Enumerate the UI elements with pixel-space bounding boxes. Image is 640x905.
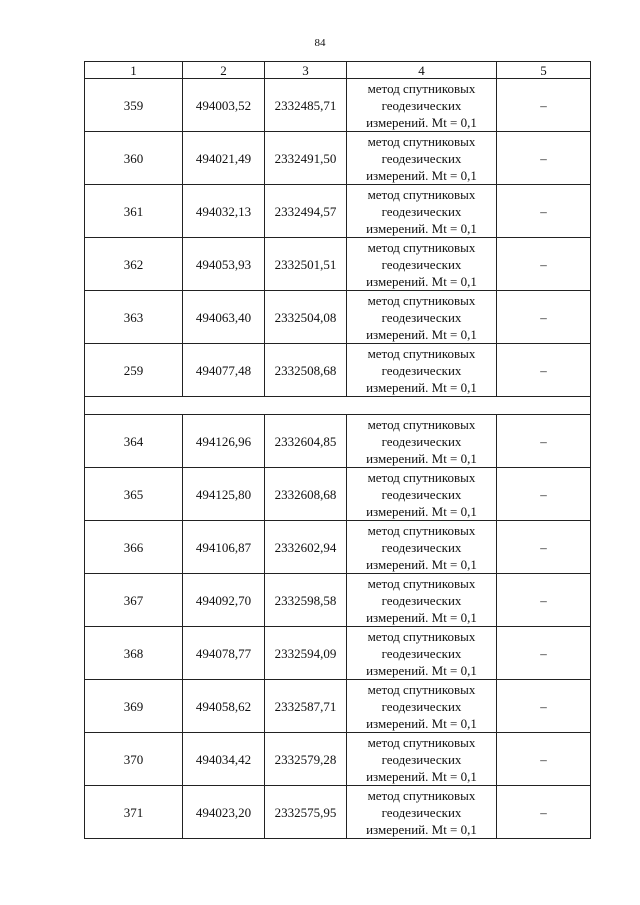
method-line: измерений. Mt = 0,1 (366, 503, 477, 519)
method-line: метод спутниковых (367, 80, 476, 96)
x-coordinate-cell: 494032,13 (183, 185, 265, 238)
y-coordinate-cell: 2332491,50 (265, 132, 347, 185)
x-coordinate-cell: 494023,20 (183, 786, 265, 839)
table-row (85, 79, 591, 132)
method-line: измерений. Mt = 0,1 (366, 326, 477, 342)
point-number-cell: 362 (85, 238, 183, 291)
method-line: метод спутниковых (367, 575, 476, 591)
point-number-cell: 360 (85, 132, 183, 185)
method-cell (347, 733, 497, 786)
note-cell: – (497, 132, 591, 185)
method-line: измерений. Mt = 0,1 (366, 450, 477, 466)
note-cell: – (497, 680, 591, 733)
y-coordinate-cell: 2332602,94 (265, 521, 347, 574)
separator-cell (85, 397, 591, 415)
method-line: геодезических (381, 362, 462, 378)
method-line: геодезических (381, 592, 462, 608)
method-line: метод спутниковых (367, 628, 476, 644)
y-coordinate-cell: 2332501,51 (265, 238, 347, 291)
y-coordinate-cell: 2332575,95 (265, 786, 347, 839)
y-coordinate-cell: 2332608,68 (265, 468, 347, 521)
table-row (85, 627, 591, 680)
x-coordinate-cell: 494034,42 (183, 733, 265, 786)
method-cell (347, 627, 497, 680)
method-line: метод спутниковых (367, 734, 476, 750)
point-number-cell: 370 (85, 733, 183, 786)
x-coordinate-cell: 494092,70 (183, 574, 265, 627)
x-coordinate-cell: 494106,87 (183, 521, 265, 574)
y-coordinate-cell: 2332579,28 (265, 733, 347, 786)
x-coordinate-cell: 494003,52 (183, 79, 265, 132)
method-cell (347, 415, 497, 468)
table-row (85, 680, 591, 733)
y-coordinate-cell: 2332604,85 (265, 415, 347, 468)
point-number-cell: 365 (85, 468, 183, 521)
note-cell: – (497, 786, 591, 839)
method-line: геодезических (381, 645, 462, 661)
table-row (85, 291, 591, 344)
y-coordinate-cell: 2332508,68 (265, 344, 347, 397)
note-cell: – (497, 344, 591, 397)
method-cell (347, 521, 497, 574)
method-line: измерений. Mt = 0,1 (366, 768, 477, 784)
y-coordinate-cell: 2332504,08 (265, 291, 347, 344)
point-number-cell: 359 (85, 79, 183, 132)
x-coordinate-cell: 494125,80 (183, 468, 265, 521)
method-line: метод спутниковых (367, 522, 476, 538)
table-row (85, 521, 591, 574)
method-line: геодезических (381, 539, 462, 555)
point-number-cell: 366 (85, 521, 183, 574)
method-line: геодезических (381, 433, 462, 449)
method-line: геодезических (381, 150, 462, 166)
page-number: 84 (314, 37, 326, 49)
method-line: измерений. Mt = 0,1 (366, 556, 477, 572)
table-row (85, 238, 591, 291)
method-line: геодезических (381, 256, 462, 272)
table-body (85, 62, 591, 839)
x-coordinate-cell: 494077,48 (183, 344, 265, 397)
table-row (85, 132, 591, 185)
method-line: измерений. Mt = 0,1 (366, 220, 477, 236)
method-line: геодезических (381, 203, 462, 219)
y-coordinate-cell: 2332598,58 (265, 574, 347, 627)
method-line: метод спутниковых (367, 133, 476, 149)
note-cell: – (497, 733, 591, 786)
x-coordinate-cell: 494063,40 (183, 291, 265, 344)
y-coordinate-cell: 2332494,57 (265, 185, 347, 238)
x-coordinate-cell: 494053,93 (183, 238, 265, 291)
point-number-cell: 259 (85, 344, 183, 397)
method-line: геодезических (381, 486, 462, 502)
x-coordinate-cell: 494078,77 (183, 627, 265, 680)
method-line: метод спутниковых (367, 345, 476, 361)
method-line: измерений. Mt = 0,1 (366, 273, 477, 289)
method-line: измерений. Mt = 0,1 (366, 167, 477, 183)
note-cell: – (497, 468, 591, 521)
column-header: 1 (85, 62, 183, 79)
method-line: измерений. Mt = 0,1 (366, 609, 477, 625)
note-cell: – (497, 291, 591, 344)
method-line: измерений. Mt = 0,1 (366, 715, 477, 731)
method-line: измерений. Mt = 0,1 (366, 379, 477, 395)
point-number-cell: 364 (85, 415, 183, 468)
table-row (85, 574, 591, 627)
y-coordinate-cell: 2332485,71 (265, 79, 347, 132)
table-row (85, 185, 591, 238)
separator-row (85, 397, 591, 415)
column-header: 5 (497, 62, 591, 79)
method-line: метод спутниковых (367, 469, 476, 485)
method-line: метод спутниковых (367, 416, 476, 432)
point-number-cell: 371 (85, 786, 183, 839)
coordinates-table (84, 61, 591, 839)
method-line: геодезических (381, 751, 462, 767)
note-cell: – (497, 415, 591, 468)
point-number-cell: 367 (85, 574, 183, 627)
note-cell: – (497, 238, 591, 291)
column-header: 2 (183, 62, 265, 79)
method-line: геодезических (381, 309, 462, 325)
method-line: метод спутниковых (367, 292, 476, 308)
column-header: 4 (347, 62, 497, 79)
table-row (85, 468, 591, 521)
method-line: геодезических (381, 698, 462, 714)
point-number-cell: 369 (85, 680, 183, 733)
note-cell: – (497, 574, 591, 627)
method-line: метод спутниковых (367, 186, 476, 202)
method-cell (347, 291, 497, 344)
method-cell (347, 79, 497, 132)
method-cell (347, 786, 497, 839)
y-coordinate-cell: 2332587,71 (265, 680, 347, 733)
method-cell (347, 468, 497, 521)
method-cell (347, 680, 497, 733)
table-row (85, 344, 591, 397)
note-cell: – (497, 521, 591, 574)
method-line: метод спутниковых (367, 787, 476, 803)
method-cell (347, 185, 497, 238)
x-coordinate-cell: 494021,49 (183, 132, 265, 185)
x-coordinate-cell: 494126,96 (183, 415, 265, 468)
note-cell: – (497, 79, 591, 132)
method-line: измерений. Mt = 0,1 (366, 114, 477, 130)
method-cell (347, 132, 497, 185)
column-header: 3 (265, 62, 347, 79)
method-cell (347, 238, 497, 291)
header-row (85, 62, 591, 79)
y-coordinate-cell: 2332594,09 (265, 627, 347, 680)
note-cell: – (497, 185, 591, 238)
x-coordinate-cell: 494058,62 (183, 680, 265, 733)
table-row (85, 786, 591, 839)
method-line: геодезических (381, 804, 462, 820)
point-number-cell: 361 (85, 185, 183, 238)
table-row (85, 415, 591, 468)
method-cell (347, 344, 497, 397)
point-number-cell: 363 (85, 291, 183, 344)
method-line: измерений. Mt = 0,1 (366, 662, 477, 678)
method-line: геодезических (381, 97, 462, 113)
table-row (85, 733, 591, 786)
point-number-cell: 368 (85, 627, 183, 680)
method-line: измерений. Mt = 0,1 (366, 821, 477, 837)
method-line: метод спутниковых (367, 681, 476, 697)
method-line: метод спутниковых (367, 239, 476, 255)
method-cell (347, 574, 497, 627)
note-cell: – (497, 627, 591, 680)
